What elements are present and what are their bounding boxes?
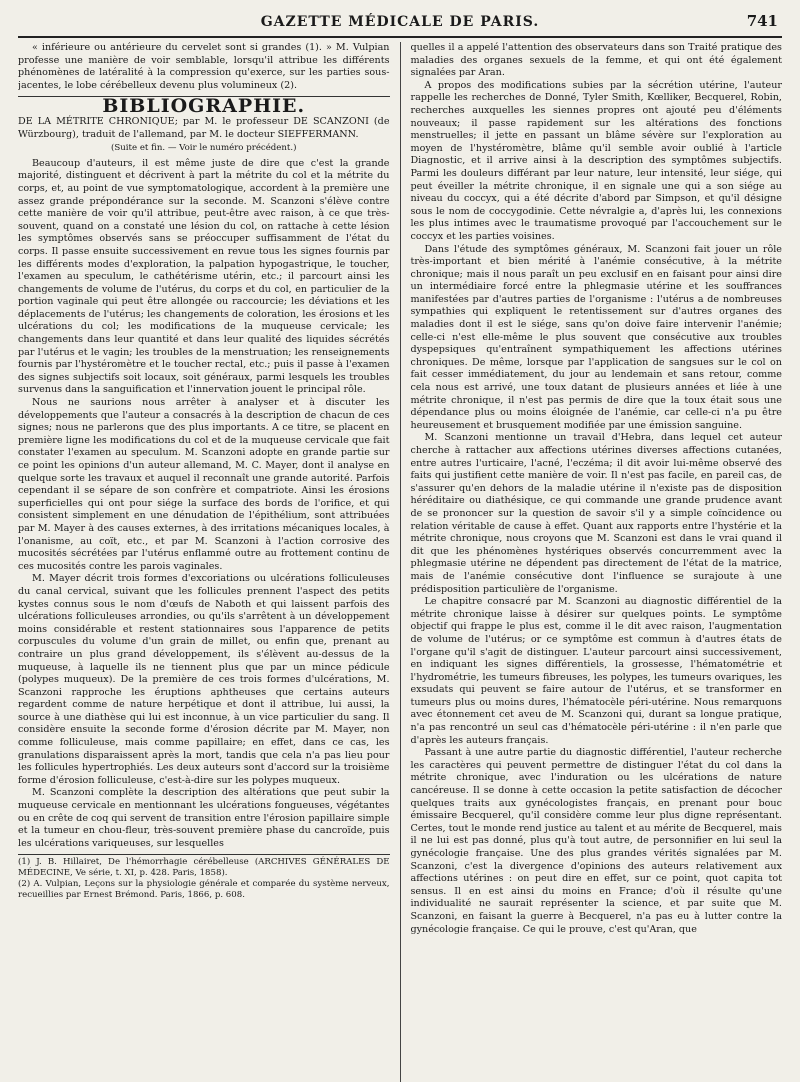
right-paragraph: Passant à une autre partie du diagnostic différentiel, l'auteur recherche les caractères qui peuvent permettre de distinguer l'état du col dans la métrite chronique, avec l'induration ou les ulcérations de nature cancéreuse. Il se donne à cette occasion la petite satisfaction de décocher quelques traits aux gynécologistes français, en prenant pour bouc émissaire Becquerel, qu'il considère comme leur plus digne représentant. Certes, tout le monde rend justice au talent et au mérite de Becquerel, mais il ne lui est pas donné, plus qu'à tout autre, de personnifier en lui seul la gynécologie française. Une des plus grandes vérités signalées par M. Scanzoni, c'est la divergence d'opinions des auteurs relativement aux affections utérines : on peut dire en effet, sur ce point, quot capita tot sensus. Il en est ainsi du moins en France; d'où il résulte qu'une individualité ne saurait représenter la science, et par suite que M. Scanzoni, en faisant la guerre à Becquerel, n'a pas eu à lutter contre la gynécologie française. Ce qui le prouve, c'est qu'Aran, que bbox=[410, 747, 782, 935]
page-header bbox=[18, 10, 782, 38]
left-paragraph: Beaucoup d'auteurs, il est même juste de dire que c'est la grande majorité, distinguent et décrivent à part la métrite du col et la métrite du corps, et, au point de vue symptomatologique, accordent à la première une assez grande prépondérance sur la seconde. M. Scanzoni s'élève contre cette manière de voir qu'il attribue, peut-être avec raison, à ce que très-souvent, quand on a constaté une lésion du col, on rattache à cette lésion les symptômes observés sans se préoccuper suffisamment de l'état du corps. Il passe ensuite successivement en revue tous les signes fournis par les différents modes d'exploration, la palpation hypogastrique, le toucher, l'examen au speculum, le cathétérisme utérin, etc.; il parcourt ainsi les changements de volume de l'utérus, du corps et du col, en particulier de la portion vaginale qui peut être allongée ou raccourcie; les déviations et les déplacements de l'utérus; les changements de coloration, les érosions et les ulcérations du col; les modifications de la muqueuse cervicale; les changements dans leur quantité et dans leur qualité des liquides sécrétés par l'utérus et le vagin; les troubles de la menstruation; les renseignements fournis par l'hystéromètre et le toucher rectal, etc.; puis il passe à l'examen des signes subjectifs soit locaux, soit généraux, parmi lesquels les troubles survenus dans la sanguification et l'innervation jouent le principal rôle. bbox=[18, 157, 390, 396]
right-paragraph: A propos des modifications subies par la sécrétion utérine, l'auteur rappelle les recherches de Donné, Tyler Smith, Kœlliker, Becquerel, Robin, recherches auxquelles les siennes propres ont ajouté peu d'éléments nouveaux; il passe rapidement sur les altérations des fonctions menstruelles; il jette en passant un blâme sévère sur l'exploration au moyen de l'hystéromètre, blâme qu'il semble avoir oublié à l'article Diagnostic, et il arrive ainsi à la description des symptômes subjectifs. Parmi les douleurs différant par leur nature, leur intensité, leur siége, qui peut éveiller la métrite chronique, il en signale une qui a son siége au niveau du coccyx, qui a été décrite d'abord par Simpson, et qu'il désigne sous le nom de coccygodinie. Cette névralgie a, d'après lui, les connexions les plus intimes avec le traumatisme provoqué par l'accouchement sur le coccyx et les parties voisines. bbox=[410, 79, 782, 242]
right-paragraph: quelles il a appelé l'attention des observateurs dans son Traité pratique des maladies des organes sexuels de la femme, et qui ont été également signalées par Aran. bbox=[410, 42, 782, 79]
left-paragraph: M. Scanzoni complète la description des altérations que peut subir la muqueuse cervicale en mentionnant les ulcérations fongueuses, végétantes ou en crête de coq qui servent de transition entre l'érosion papillaire simple et la tumeur en chou-fleur, très-souvent première phase du cancroïde, puis les ulcérations variqueuses, sur lesquelles bbox=[18, 787, 390, 849]
review-heading: DE LA MÉTRITE CHRONIQUE; par M. le professeur DE SCANZONI (de Würzbourg), traduit de l'allemand, par M. le docteur SIEFFERMANN. bbox=[18, 115, 390, 140]
footnote: (1) J. B. Hillairet, De l'hémorrhagie cérébelleuse (ARCHIVES GÉNÉRALES DE MÉDECINE, Ve série, t. XI, p. 428. Paris, 1858). bbox=[18, 857, 390, 879]
continuation-note: (Suite et fin. — Voir le numéro précédent.) bbox=[111, 143, 297, 154]
right-paragraph: Le chapitre consacré par M. Scanzoni au diagnostic différentiel de la métrite chronique laisse à désirer sur quelques points. Le symptôme objectif qui frappe le plus est, comme il le dit avec raison, l'augmentation de volume de l'utérus; or ce symptôme est commun à d'autres états de l'organe qu'il s'agit de distinguer. L'auteur parcourt ainsi successivement, en indiquant les signes différentiels, la grossesse, l'hématométrie et l'hydrométrie, les tumeurs fibreuses, les polypes, les tumeurs ovariques, les exsudats qui peuvent se faire autour de l'utérus, et se transformer en tumeurs plus ou moins dures, l'hématocèle péri-utérine. Nous remarquons avec étonnement cet aveu de M. Scanzoni qui, durant sa longue pratique, n'a pas rencontré un seul cas d'hématocèle péri-utérine : il n'en parle que d'après les auteurs français. bbox=[410, 596, 782, 746]
column-rule bbox=[400, 42, 401, 1082]
left-paragraph: M. Mayer décrit trois formes d'excoriations ou ulcérations folliculeuses du canal cervical, suivant que les follicules prennent l'aspect des petits kystes connus sous le nom d'œufs de Naboth et qui laissent parfois des ulcérations folliculeuses arrondies, ou qu'ils s'arrêtent à un développement moins considérable et restent stationnaires sous l'apparence de petits corpuscules du volume d'un grain de millet, ou enfin que, prenant au contraire un plus grand développement, ils s'élèvent au-dessus de la muqueuse, à laquelle ils ne tiennent plus que par un mince pédicule (polypes muqueux). De la première de ces trois formes d'ulcérations, M. Scanzoni rapproche les éruptions aphtheuses que certains auteurs regardent comme de nature herpétique et dont il attribue, lui aussi, la source à une diathèse qui lui est inconnue, à un vice particulier du sang. Il considère ensuite la seconde forme d'érosion décrite par M. Mayer, non comme folliculeuse, mais comme papillaire; en effet, dans ce cas, les granulations disparaissent après la mort, tandis que cela n'a pas lieu pour les follicules hypertrophiés. Les deux auteurs sont d'accord sur la troisième forme d'érosion folliculeuse, c'est-à-dire sur les polypes muqueux. bbox=[18, 573, 390, 786]
left-column bbox=[18, 42, 390, 1082]
page-number: 741 bbox=[746, 12, 778, 30]
left-paragraph: Nous ne saurions nous arrêter à analyser et à discuter les développements que l'auteur a consacrés à la description de chacun de ces signes; nous ne parlerons que des plus importants. A ce titre, se placent en première ligne les modifications du col et de la muqueuse cervicale que fait constater l'examen au speculum. M. Scanzoni adopte en grande partie sur ce point les opinions d'un auteur allemand, M. C. Mayer, dont il analyse en quelque sorte les travaux et auquel il reconnaît une grande autorité. Parfois cependant il se sépare de son confrère et compatriote. Ainsi les érosions superficielles qui ont pour siége la surface des bords de l'orifice, et qui consistent simplement en une dénudation de l'épithélium, sont attribuées par M. Mayer à des causes externes, à des irritations mécaniques locales, à l'onanisme, au coït, etc., et par M. Scanzoni à l'action corrosive des mucosités sécrétées par l'utérus enflammé outre au frottement continu de ces mucosités contre les parois vaginales. bbox=[18, 397, 390, 572]
intro-paragraph: « inférieure ou antérieure du cervelet sont si grandes (1). » M. Vulpian professe une manière de voir semblable, lorsqu'il attribue les différents phénomènes de latéralité à la compression qu'exerce, sur les parties sous-jacentes, le lobe cérébelleux devenu plus volumineux (2). bbox=[18, 42, 390, 91]
columns bbox=[18, 42, 782, 1082]
section-title: BIBLIOGRAPHIE. bbox=[102, 95, 306, 118]
right-paragraph: M. Scanzoni mentionne un travail d'Hebra, dans lequel cet auteur cherche à rattacher aux affections utérines diverses affections cutanées, entre autres l'urticaire, l'acné, l'eczéma; il dit avoir lui-même observé des faits qui justifient cette manière de voir. Il n'est pas facile, en pareil cas, de s'assurer qu'en dehors de la maladie utérine il n'existe pas de disposition héréditaire ou diathésique, ce qui commande une grande prudence avant de se prononcer sur la question de savoir s'il y a simple coïncidence ou relation véritable de cause à effet. Quant aux rapports entre l'hystérie et la métrite chronique, nous croyons que M. Scanzoni est dans le vrai quand il dit que les phénomènes hystériques observés concurremment avec la phlegmasie utérine ne dépendent pas directement de l'état de la matrice, mais de l'anémie consécutive dont l'influence se surajoute à une prédisposition particulière de l'organisme. bbox=[410, 432, 782, 595]
footnote: (2) A. Vulpian, Leçons sur la physiologie générale et comparée du système nerveux, recueillies par Ernest Brémond. Paris, 1866, p. 608. bbox=[18, 879, 390, 901]
right-paragraph: Dans l'étude des symptômes généraux, M. Scanzoni fait jouer un rôle très-important et bien mérité à l'anémie consécutive, à la métrite chronique; mais il nous paraît un peu exclusif en en faisant pour ainsi dire un intermédiaire forcé entre la phlegmasie utérine et les souffrances manifestées par d'autres parties de l'organisme : l'utérus a de nombreuses sympathies qui expliquent le retentissement sur d'autres organes des maladies dont il est le siége, sans qu'on doive faire intervenir l'anémie; celle-ci n'est elle-même le plus souvent que consécutive aux troubles dyspepsiques qu'entraînent sympathiquement les affections utérines chroniques. De même, lorsque par l'application de sangsues sur le col on fait cesser immédiatement, du jour au lendemain et sans retour, comme cela nous est arrivé, une toux datant de plusieurs années et liée à une métrite chronique, il n'est pas permis de dire que la toux était sous une dépendance plus ou moins éloignée de l'anémie, car celle-ci n'a pu être heureusement et brusquement modifiée par une émission sanguine. bbox=[410, 243, 782, 431]
journal-title: GAZETTE MÉDICALE DE PARIS. bbox=[260, 14, 540, 30]
right-column bbox=[410, 42, 782, 1082]
footnotes bbox=[18, 854, 390, 901]
